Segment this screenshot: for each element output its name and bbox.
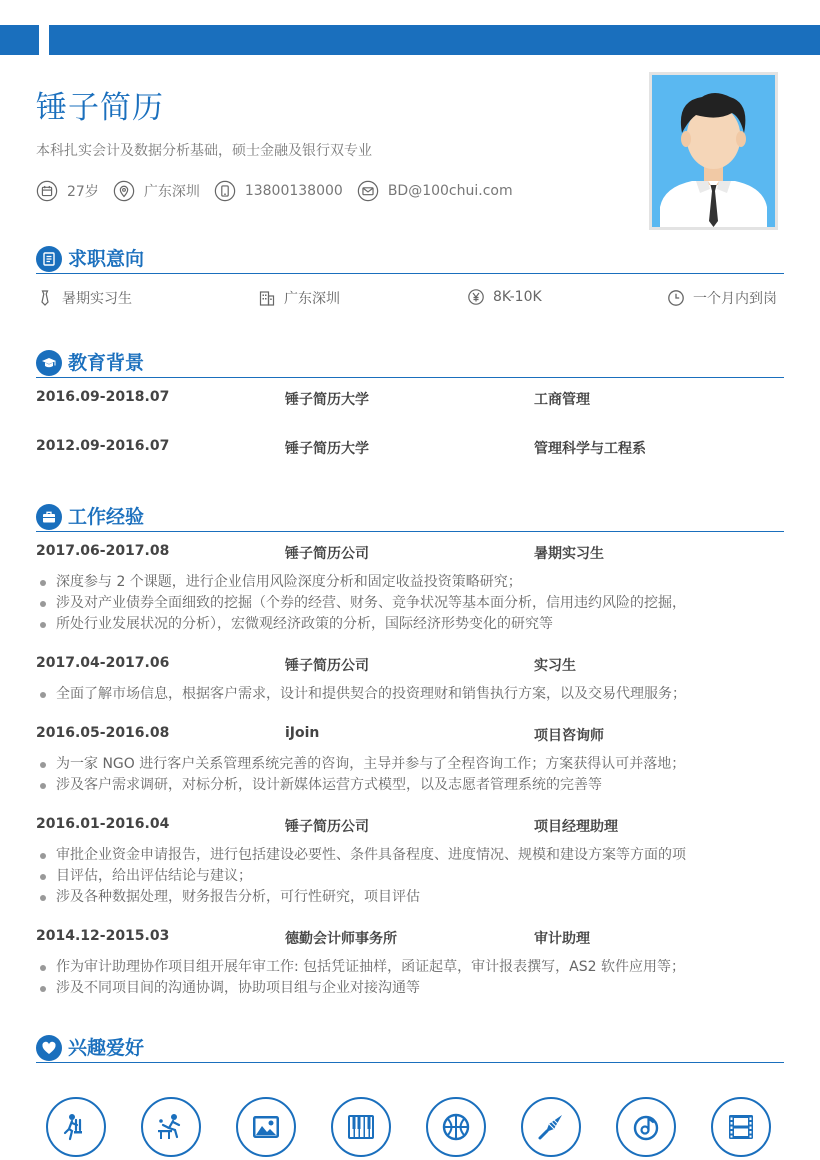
table-tennis-icon: [155, 1111, 187, 1143]
intent-city-text: 广东深圳: [284, 291, 340, 307]
hobby-photography: [236, 1097, 296, 1157]
list-item: 全面了解市场信息，根据客户需求，设计和提供契合的投资理财和销售执行方案，以及交易代理服务；: [38, 684, 738, 705]
resume-doc-icon: [36, 246, 62, 272]
briefcase-icon: [36, 504, 62, 530]
header-accent-bar-small: [0, 25, 39, 55]
work-bullets: [38, 684, 738, 705]
heart-icon: [36, 1035, 62, 1061]
section-intent-header: [36, 246, 784, 274]
basketball-icon: [440, 1111, 472, 1143]
section-title: 教育背景: [68, 352, 145, 374]
contact-location: [113, 180, 200, 202]
badminton-icon: [535, 1111, 567, 1143]
section-hobbies-header: [36, 1035, 784, 1063]
clock-icon: [667, 289, 685, 307]
intent-salary-text: 8K-10K: [493, 289, 542, 305]
hobby-film: [711, 1097, 771, 1157]
list-item: 涉及客户需求调研，对标分析，设计新媒体运营方式模型，以及志愿者管理系统的完善等: [38, 775, 738, 796]
calendar-icon: [36, 180, 58, 202]
work-period: 2016.01-2016.04: [36, 816, 170, 832]
header-accent-bar: [49, 25, 820, 55]
phone-icon: [214, 180, 236, 202]
work-company: 锤子简历公司: [285, 658, 369, 674]
work-period: 2017.06-2017.08: [36, 543, 170, 559]
list-item: 为一家 NGO 进行客户关系管理系统完善的咨询，主导并参与了全程咨询工作；方案获得认可并落地；: [38, 754, 738, 775]
section-title: 兴趣爱好: [68, 1037, 145, 1059]
work-company: iJoin: [285, 725, 320, 741]
profile-photo: [649, 72, 778, 230]
section-title: 工作经验: [68, 506, 145, 528]
list-item: 审批企业资金申请报告，进行包括建设必要性、条件具备程度、进度情况、规模和建设方案等方面的项: [38, 845, 738, 866]
hobby-icons: [46, 1097, 806, 1157]
work-bullets: [38, 845, 738, 908]
contact-email[interactable]: [357, 180, 513, 202]
contact-age: [36, 180, 99, 202]
intent-availability: [667, 288, 777, 308]
hobby-badminton: [521, 1097, 581, 1157]
education-major: 工商管理: [534, 392, 590, 408]
photo-icon: [250, 1111, 282, 1143]
work-role: 项目咨询师: [534, 728, 604, 744]
contact-info: [36, 180, 527, 202]
list-item: 深度参与 2 个课题，进行企业信用风险深度分析和固定收益投资策略研究；: [38, 572, 738, 593]
work-bullets: [38, 572, 738, 635]
work-period: 2014.12-2015.03: [36, 928, 170, 944]
list-item: 涉及各种数据处理，财务报告分析，可行性研究，项目评估: [38, 887, 738, 908]
intent-salary: [467, 288, 542, 306]
hobby-table-tennis: [141, 1097, 201, 1157]
intent-position-text: 暑期实习生: [62, 291, 132, 307]
section-title: 求职意向: [68, 248, 145, 270]
music-icon: [630, 1111, 662, 1143]
fitness-icon: [60, 1111, 92, 1143]
section-education-header: [36, 350, 784, 378]
film-icon: [725, 1111, 757, 1143]
graduation-cap-icon: [36, 350, 62, 376]
email-icon: [357, 180, 379, 202]
phone-text: 13800138000: [244, 183, 343, 199]
resume-summary: 本科扎实会计及数据分析基础，硕士金融及银行双专业: [36, 143, 372, 159]
work-role: 项目经理助理: [534, 819, 618, 835]
resume-name: 锤子简历: [36, 90, 164, 126]
intent-availability-text: 一个月内到岗: [693, 291, 777, 307]
intent-city: [258, 288, 340, 308]
education-major: 管理科学与工程系: [534, 441, 646, 457]
yen-icon: [467, 288, 485, 306]
list-item: 目评估，给出评估结论与建议；: [38, 866, 738, 887]
education-school: 锤子简历大学: [285, 441, 369, 457]
work-role: 实习生: [534, 658, 576, 674]
piano-icon: [345, 1111, 377, 1143]
list-item: 所处行业发展状况的分析），宏微观经济政策的分析，国际经济形势变化的研究等: [38, 614, 738, 635]
work-company: 锤子简历公司: [285, 546, 369, 562]
hobby-music: [616, 1097, 676, 1157]
education-period: 2016.09-2018.07: [36, 389, 170, 405]
location-text: 广东深圳: [143, 184, 200, 200]
avatar: [652, 75, 775, 227]
work-company: 德勤会计师事务所: [285, 931, 397, 947]
education-school: 锤子简历大学: [285, 392, 369, 408]
location-pin-icon: [113, 180, 135, 202]
work-bullets: [38, 754, 738, 796]
hobby-basketball: [426, 1097, 486, 1157]
work-bullets: [38, 957, 738, 999]
list-item: 涉及不同项目间的沟通协调，协助项目组与企业对接沟通等: [38, 978, 738, 999]
education-period: 2012.09-2016.07: [36, 438, 170, 454]
intent-position: [36, 288, 132, 308]
age-text: 27岁: [67, 184, 99, 200]
tie-icon: [36, 289, 54, 307]
work-period: 2016.05-2016.08: [36, 725, 170, 741]
hobby-fitness: [46, 1097, 106, 1157]
list-item: 涉及对产业债券全面细致的挖掘（个券的经营、财务、竞争状况等基本面分析，信用违约风险的挖掘，: [38, 593, 738, 614]
contact-phone: [214, 180, 343, 202]
list-item: 作为审计助理协作项目组开展年审工作: 包括凭证抽样，函证起草，审计报表撰写，AS2 软件应用等；: [38, 957, 738, 978]
work-company: 锤子简历公司: [285, 819, 369, 835]
hobby-piano: [331, 1097, 391, 1157]
email-text[interactable]: BD@100chui.com: [387, 183, 513, 199]
work-role: 审计助理: [534, 931, 590, 947]
work-period: 2017.04-2017.06: [36, 655, 170, 671]
work-role: 暑期实习生: [534, 546, 604, 562]
building-icon: [258, 289, 276, 307]
section-work-header: [36, 504, 784, 532]
